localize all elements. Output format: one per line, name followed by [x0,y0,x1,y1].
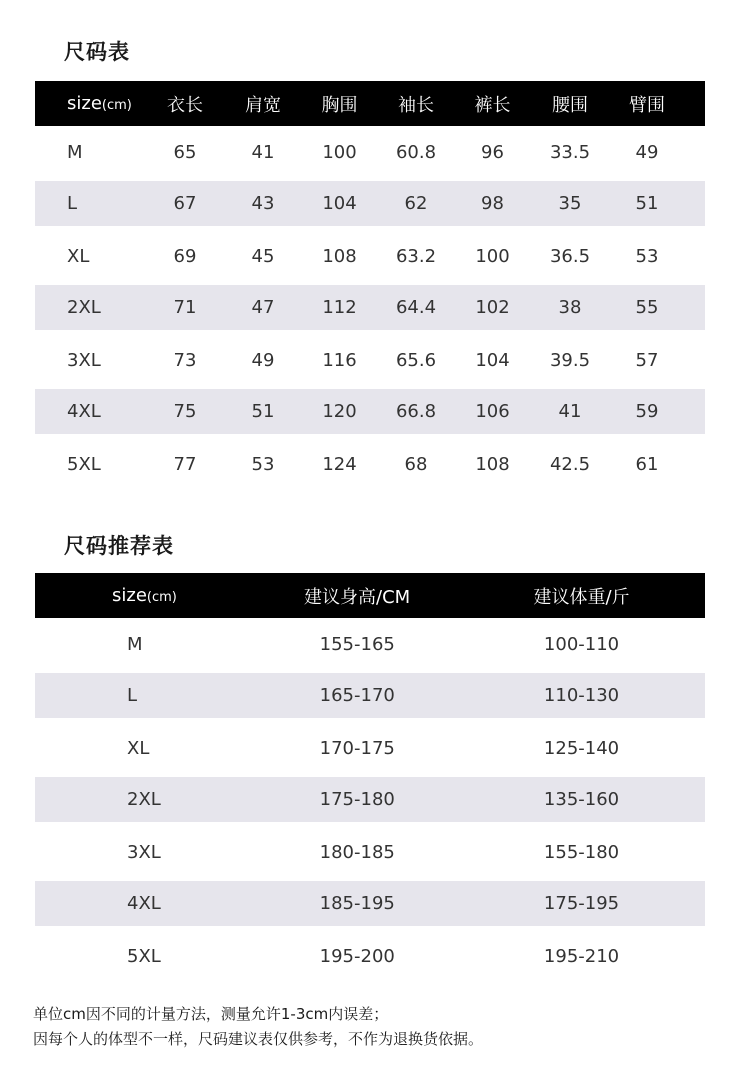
measurement-cell: 33.5 [549,141,591,163]
measurement-cell: 35 [558,193,582,214]
measurement-cell: 55 [635,297,659,318]
height-column-header: 建议身高/CM [304,586,411,608]
measurement-cell: 39.5 [549,349,591,371]
table-row [35,389,705,434]
table-row [35,722,705,774]
size-cell: L [127,685,138,706]
recommend-chart-table [35,573,705,982]
measurement-cell: 65.6 [395,349,437,371]
measurement-cell: 104 [322,193,357,214]
size-chart-table [35,81,705,490]
measurement-cell: 53 [635,245,659,267]
column-header: 衣长 [167,94,203,116]
table-row [35,826,705,878]
recommend-chart-header [35,573,705,618]
weight-cell: 155-180 [543,841,620,863]
measurement-cell: 42.5 [549,453,591,475]
measurement-cell: 38 [558,297,582,318]
height-cell: 170-175 [319,737,395,759]
size-header-text: size [67,93,102,114]
size-cell: 4XL [67,401,101,422]
size-cell: 2XL [67,297,101,318]
size-cell: XL [67,245,90,267]
size-cell: 5XL [127,945,161,967]
weight-cell: 125-140 [543,737,620,759]
size-cell: M [127,633,143,655]
measurement-cell: 98 [481,193,504,214]
size-cell: XL [127,737,150,759]
measurement-cell: 45 [251,245,275,267]
measurement-cell: 106 [475,401,510,422]
measurement-cell: 108 [322,245,357,267]
size-cell: 2XL [127,789,161,810]
disclaimer-note: 因每个人的体型不一样，尺码建议表仅供参考，不作为退换货依据。 [33,1030,484,1048]
weight-cell: 175-195 [543,893,620,914]
measurement-cell: 43 [251,193,275,214]
measurement-cell: 100 [475,245,510,267]
measurement-cell: 116 [322,349,357,371]
measurement-cell: 104 [475,349,510,371]
table-row [35,285,705,330]
size-column-header [35,93,150,114]
measurement-cell: 69 [173,245,197,267]
weight-cell: 135-160 [543,789,620,810]
weight-column-header: 建议体重/斤 [533,586,630,608]
size-header-unit: (cm) [101,98,132,113]
column-header: 裤长 [474,94,511,116]
measurement-cell: 66.8 [395,401,437,422]
measurement-cell: 62 [404,193,428,214]
column-header: 腰围 [552,94,588,116]
height-cell: 180-185 [319,841,395,863]
height-cell: 195-200 [319,945,395,967]
table-row [35,777,705,822]
measurement-cell: 108 [475,453,510,475]
measurement-cell: 65 [173,141,197,163]
weight-cell: 100-110 [543,633,620,655]
measurement-cell: 61 [635,453,659,475]
measurement-cell: 53 [251,453,275,475]
size-header-unit: (cm) [146,590,177,605]
table-row [35,181,705,226]
size-chart-header [35,81,705,126]
table-row [35,673,705,718]
size-cell: 3XL [67,349,101,371]
table-row [35,930,705,982]
measurement-cell: 49 [635,141,659,163]
table-row [35,126,705,178]
height-cell: 155-165 [319,633,395,655]
size-chart-title: 尺码表 [64,40,130,64]
measurement-cell: 102 [475,297,510,318]
measurement-cell: 41 [251,141,275,163]
table-row [35,230,705,282]
height-cell: 185-195 [319,893,395,914]
measurement-cell: 75 [173,401,197,422]
measurement-cell: 71 [173,297,197,318]
size-cell: L [67,193,78,214]
size-column-header [35,585,253,606]
measurement-cell: 49 [251,349,275,371]
table-row [35,438,705,490]
measurement-cell: 64.4 [395,297,437,318]
weight-cell: 195-210 [543,945,620,967]
measurement-cell: 124 [322,453,357,475]
measurement-cell: 51 [635,193,659,214]
table-row [35,334,705,386]
size-cell: M [67,141,83,163]
size-cell: 4XL [127,893,161,914]
height-cell: 175-180 [319,789,395,810]
weight-cell: 110-130 [543,685,620,706]
measurement-cell: 77 [173,453,197,475]
measurement-cell: 60.8 [395,141,437,163]
measurement-cell: 73 [173,349,197,371]
recommend-chart-title: 尺码推荐表 [64,534,174,558]
column-header: 袖长 [398,94,434,116]
measurement-cell: 36.5 [549,245,591,267]
measurement-cell: 96 [481,141,504,163]
measurement-cell: 47 [251,297,275,318]
measurement-cell: 59 [635,401,659,422]
measurement-cell: 41 [558,401,582,422]
size-cell: 5XL [67,453,101,475]
measurement-note: 单位cm因不同的计量方法，测量允许1-3cm内误差； [33,1005,389,1023]
size-cell: 3XL [127,841,161,863]
column-header: 肩宽 [245,94,281,116]
size-header-text: size [112,585,147,606]
table-row [35,881,705,926]
measurement-cell: 51 [251,401,275,422]
height-cell: 165-170 [319,685,395,706]
measurement-cell: 120 [322,401,357,422]
column-header: 胸围 [321,94,358,116]
measurement-cell: 68 [404,453,428,475]
table-row [35,618,705,670]
measurement-cell: 67 [173,193,197,214]
measurement-cell: 63.2 [395,245,437,267]
column-header: 臂围 [629,94,665,116]
measurement-cell: 112 [322,297,357,318]
measurement-cell: 100 [322,141,357,163]
measurement-cell: 57 [635,349,659,371]
